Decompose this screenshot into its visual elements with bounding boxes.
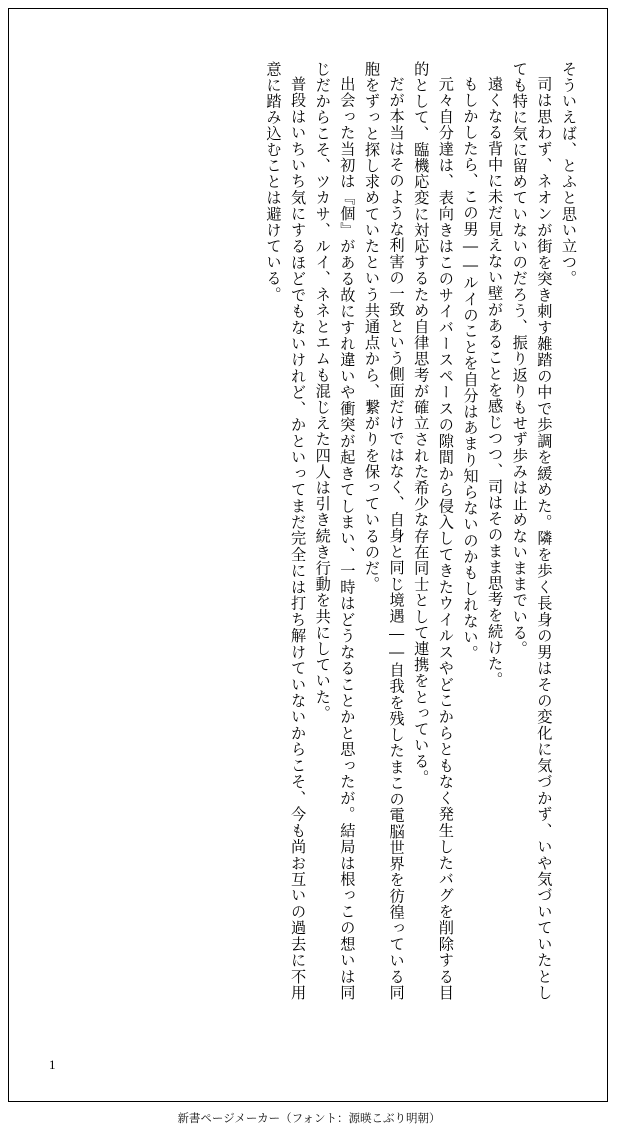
paragraph: 司は思わず、ネオンが街を突き刺す雑踏の中で歩調を緩めた。隣を歩く長身の男はその変化に気づかず、いや気づいていたとしても特に気に留めていないのだろう、振り返りもせず歩みは止めないままでいる。 (510, 61, 554, 1001)
book-page (8, 8, 608, 1102)
paragraph: 元々自分達は、表向きはこのサイバースペースの隙間から侵入してきたウイルスやどこからともなく発生したバグを削除する目的として、臨機応変に対応するため自律思考が確立された希少な存在同士として連携をとっている。 (412, 61, 455, 1001)
paragraph: 遠くなる背中に未だ見えない壁があることを感じつつ、司はそのまま思考を続けた。 (486, 76, 505, 688)
vertical-text-body (35, 61, 581, 1001)
footer-credit: 新書ページメーカー（フォント：源暎こぶり明朝） (177, 1111, 441, 1125)
paragraph: 出会った当初は『個』がある故にすれ違いや衝突が起きてしまい、一時はどうなることかと思ったが。結局は根っこの想いは同じだからこそ、ツカサ、ルイ、ネネとエムも混じえた四人は引き続き行動を共にしていた。 (313, 61, 357, 1001)
paragraph: だが本当はそのような利害の一致という側面だけではなく、自身と同じ境遇――自我を残したまこの電脳世界を彷徨っている同胞をずっと探し求めていたという共通点から、繋がりを保っているのだ。 (363, 61, 406, 1001)
paragraph: そういえば、とふと思い立つ。 (560, 61, 578, 287)
paragraph: もしかしたら、この男――ルイのことを自分はあまり知らないのかもしれない。 (461, 76, 480, 662)
page-number: 1 (49, 1057, 56, 1072)
paragraph: 普段はいちいち気にするほどでもないけれど、かといってまだ完全には打ち解けていないからこそ、今も尚お互いの過去に不用意に踏み込むことは避けている。 (264, 61, 308, 1001)
